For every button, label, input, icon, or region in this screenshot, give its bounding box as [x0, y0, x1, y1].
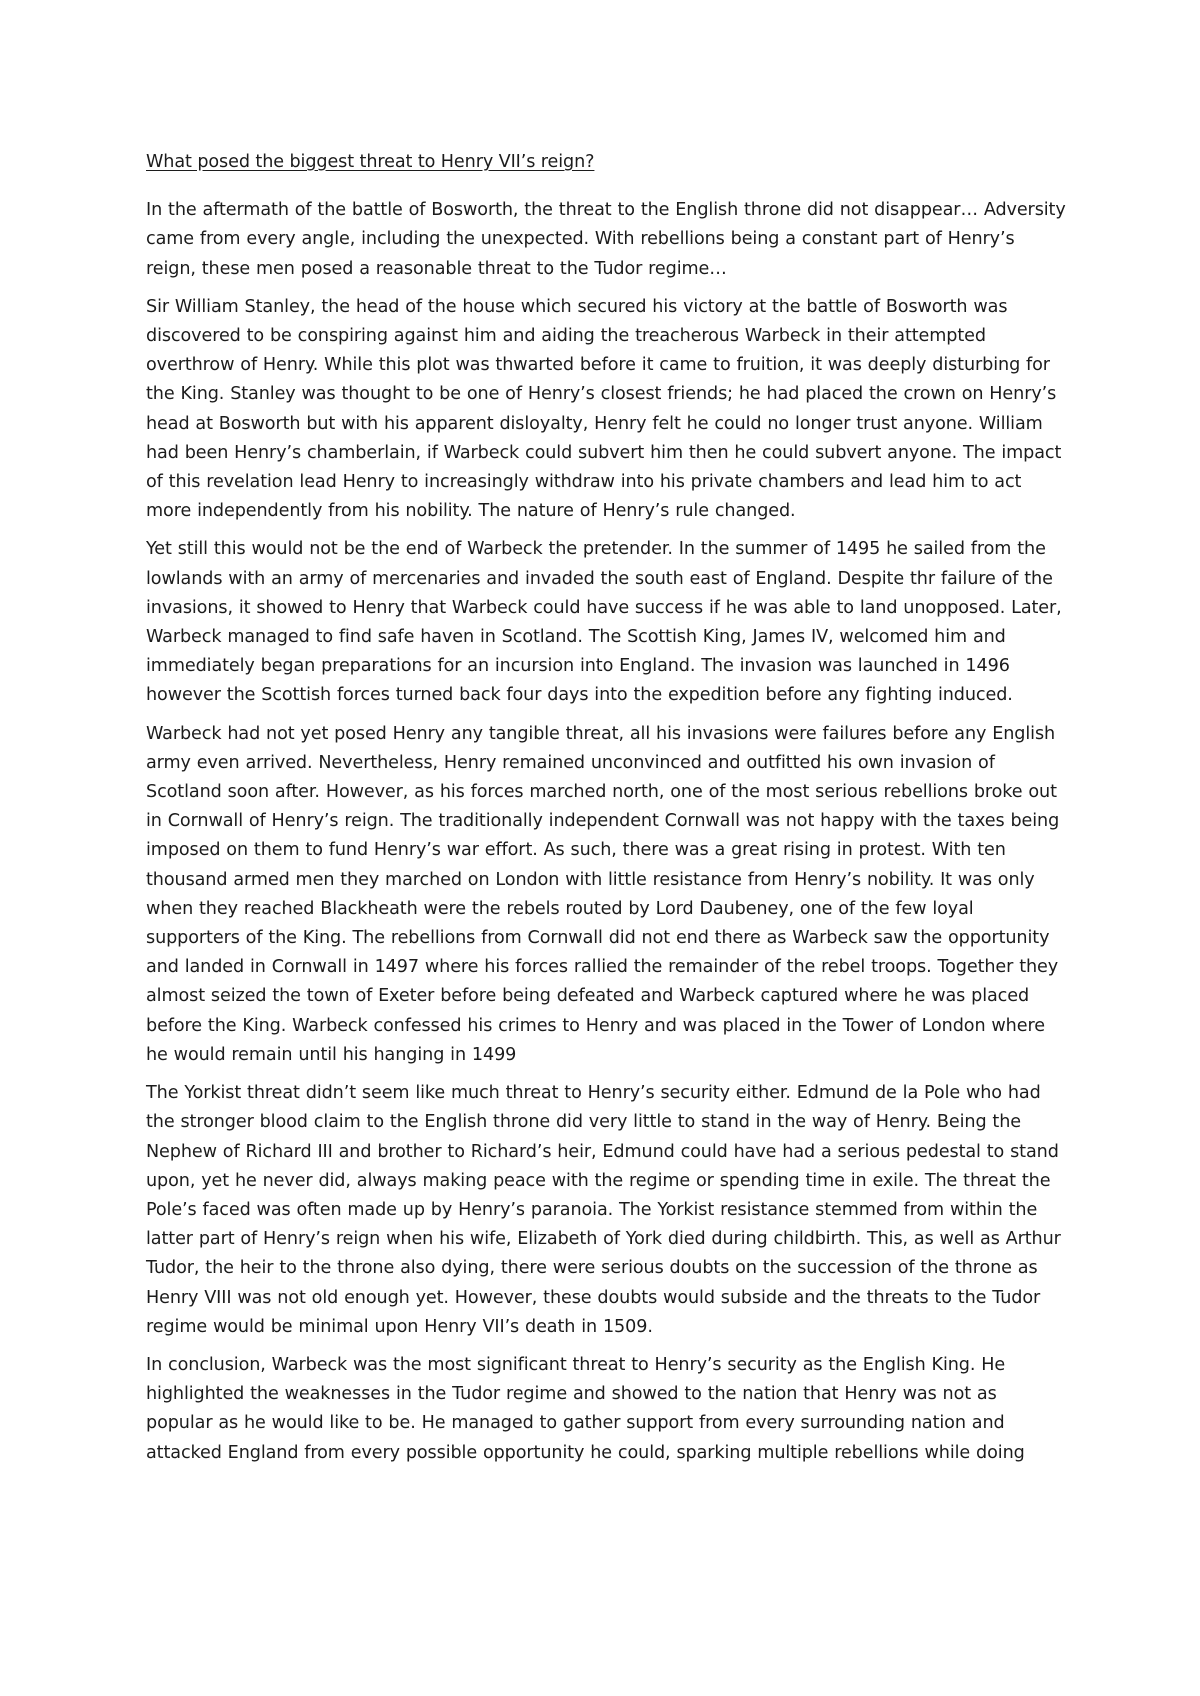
paragraph-warbeck-invasions: Yet still this would not be the end of Warbeck the pretender. In the summer of 1495 he sailed from the lowlands with an army of mercenaries and invaded the south east of England. Despite thr failure of the invasions, it showed to Henry that Warbeck could have success if he was able to land unopposed. Later, Warbeck managed to find safe haven in Scotland. The Scottish King, James IV, welcomed him and immediately began preparations for an incursion into England. The invasion was launched in 1496 however the Scottish forces turned back four days into the expedition before any fighting induced. [146, 539, 1062, 706]
essay-title: What posed the biggest threat to Henry VII’s reign? [146, 152, 595, 172]
paragraph-yorkist-threat: The Yorkist threat didn’t seem like much threat to Henry’s security either. Edmund de la Pole who had the stronger blood claim to the English throne did very little to stand in the way of Henry. Being the Nephew of Richard III and brother to Richard’s heir, Edmund could have had a serious pedestal to stand upon, yet he never did, always making peace with the regime or spending time in exile. The threat the Pole’s faced was often made up by Henry’s paranoia. The Yorkist resistance stemmed from within the latter part of Henry’s reign when his wife, Elizabeth of York died during childbirth. This, as well as Arthur Tudor, the heir to the throne also dying, there were serious doubts on the succession of the throne as Henry VIII was not old enough yet. However, these doubts would subside and the threats to the Tudor regime would be minimal upon Henry VII’s death in 1509. [146, 1083, 1061, 1337]
paragraph-conclusion: In conclusion, Warbeck was the most significant threat to Henry’s security as the English King. He highlighted the weaknesses in the Tudor regime and showed to the nation that Henry was not as popular as he would like to be. He managed to gather support from every surrounding nation and attacked England from every possible opportunity he could, sparking multiple rebellions while doing [146, 1354, 1025, 1463]
paragraph-stanley: Sir William Stanley, the head of the house which secured his victory at the battle of Bosworth was discovered to be conspiring against him and aiding the treacherous Warbeck in their attempted overthrow of Henry. While this plot was thwarted before it came to fruition, it was deeply disturbing for the King. Stanley was thought to be one of Henry’s closest friends; he had placed the crown on Henry’s head at Bosworth but with his apparent disloyalty, Henry felt he could no longer trust anyone. William had been Henry’s chamberlain, if Warbeck could subvert him then he could subvert anyone. The impact of this revelation lead Henry to increasingly withdraw into his private chambers and lead him to act more independently from his nobility. The nature of Henry’s rule changed. [146, 296, 1062, 522]
paragraph-cornwall-rebellion: Warbeck had not yet posed Henry any tangible threat, all his invasions were failures before any English army even arrived. Nevertheless, Henry remained unconvinced and outfitted his own invasion of Scotland soon after. However, as his forces marched north, one of the most serious rebellions broke out in Cornwall of Henry’s reign. The traditionally independent Cornwall was not happy with the taxes being imposed on them to fund Henry’s war effort. As such, there was a great rising in protest. With ten thousand armed men they marched on London with little resistance from Henry’s nobility. It was only when they reached Blackheath were the rebels routed by Lord Daubeney, one of the few loyal supporters of the King. The rebellions from Cornwall did not end there as Warbeck saw the opportunity and landed in Cornwall in 1497 where his forces rallied the remainder of the rebel troops. Together they almost seized the town of Exeter before being defeated and Warbeck captured where he was placed before the King. Warbeck confessed his crimes to Henry and was placed in the Tower of London where he would remain until his hanging in 1499 [146, 723, 1060, 1065]
paragraph-introduction: In the aftermath of the battle of Bosworth, the threat to the English throne did not disappear… Adversity came from every angle, including the unexpected. With rebellions being a constant part of Henry’s reign, these men posed a reasonable threat to the Tudor regime… [146, 200, 1066, 279]
document-page [146, 148, 1066, 1477]
